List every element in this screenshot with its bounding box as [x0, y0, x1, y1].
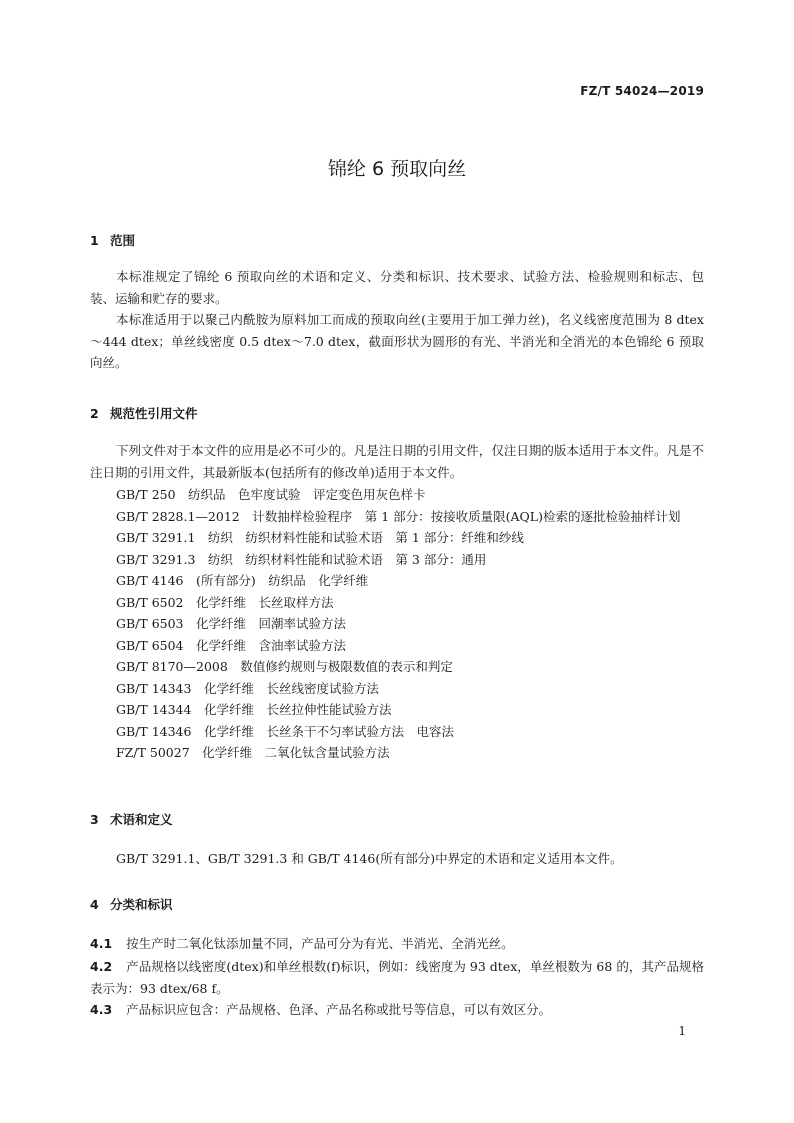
section-title: 范围: [110, 233, 136, 248]
section-4-heading: [90, 895, 173, 913]
normative-references-intro: 下列文件对于本文件的应用是必不可少的。凡是注日期的引用文件，仅注日期的版本适用于本文件。凡是不注日期的引用文件，其最新版本(包括所有的修改单)适用于本文件。: [90, 443, 704, 480]
reference-item: GB/T 3291.3 纺织 纺织材料性能和试验术语 第 3 部分：通用: [116, 551, 487, 567]
section-number: 1: [90, 233, 99, 248]
reference-item: GB/T 8170—2008 数值修约规则与极限数值的表示和判定: [116, 659, 453, 674]
terms-definitions-text: GB/T 3291.1、GB/T 3291.3 和 GB/T 4146(所有部分)中界定的术语和定义适用本文件。: [116, 851, 623, 866]
clause-number: 4.2: [90, 959, 113, 974]
clause-4-3: [90, 999, 704, 1021]
clause-number: 4.3: [90, 1002, 113, 1017]
reference-list: [90, 484, 704, 764]
scope-paragraph-2: 本标准适用于以聚己内酰胺为原料加工而成的预取向丝(主要用于加工弹力丝)，名义线密度范围为 8 dtex～444 dtex；单丝线密度 0.5 dtex～7.0 dtex，截面形状为圆形的有光、半消光和全消光的本色锦纶 6 预取向丝。: [90, 312, 704, 370]
section-number: 3: [90, 812, 99, 827]
reference-item: GB/T 14344 化学纤维 长丝拉伸性能试验方法: [116, 702, 392, 717]
section-title: 规范性引用文件: [110, 406, 198, 421]
reference-item: GB/T 3291.1 纺织 纺织材料性能和试验术语 第 1 部分：纤维和纱线: [116, 530, 524, 545]
section-3-heading: [90, 810, 173, 828]
reference-item: GB/T 4146 (所有部分) 纺织品 化学纤维: [116, 573, 369, 588]
reference-item: GB/T 6503 化学纤维 回潮率试验方法: [116, 616, 347, 631]
clause-4-1: [90, 933, 704, 955]
scope-paragraph-1: 本标准规定了锦纶 6 预取向丝的术语和定义、分类和标识、技术要求、试验方法、检验规则和标志、包装、运输和贮存的要求。: [90, 269, 704, 306]
clause-text: 产品规格以线密度(dtex)和单丝根数(f)标识，例如：线密度为 93 dtex，单丝根数为 68 的，其产品规格表示为：93 dtex/68 f。: [90, 959, 704, 996]
reference-item: FZ/T 50027 化学纤维 二氧化钛含量试验方法: [116, 745, 390, 760]
section-number: 2: [90, 406, 99, 421]
reference-item: GB/T 6502 化学纤维 长丝取样方法: [116, 594, 334, 610]
clause-4-2: [90, 956, 704, 999]
clause-text: 按生产时二氧化钛添加量不同，产品可分为有光、半消光、全消光丝。: [126, 936, 514, 951]
reference-item: GB/T 250 纺织品 色牢度试验 评定变色用灰色样卡: [116, 487, 426, 502]
standard-code: FZ/T 54024—2019: [580, 84, 704, 98]
clause-number: 4.1: [90, 936, 113, 951]
reference-item: GB/T 2828.1—2012 计数抽样检验程序 第 1 部分：按接收质量限(AQL)检索的逐批检验抽样计划: [116, 508, 681, 524]
page-number: 1: [678, 1024, 686, 1038]
clause-text: 产品标识应包含：产品规格、色泽、产品名称或批号等信息，可以有效区分。: [126, 1002, 552, 1017]
reference-item: GB/T 14346 化学纤维 长丝条干不匀率试验方法 电容法: [116, 723, 454, 739]
section-2-heading: [90, 404, 198, 422]
section-title: 分类和标识: [110, 897, 173, 912]
reference-item: GB/T 14343 化学纤维 长丝线密度试验方法: [116, 680, 379, 696]
document-title: 锦纶 6 预取向丝: [327, 158, 467, 180]
section-1-heading: [90, 231, 135, 249]
section-number: 4: [90, 897, 99, 912]
section-title: 术语和定义: [110, 812, 173, 827]
reference-item: GB/T 6504 化学纤维 含油率试验方法: [116, 637, 347, 653]
